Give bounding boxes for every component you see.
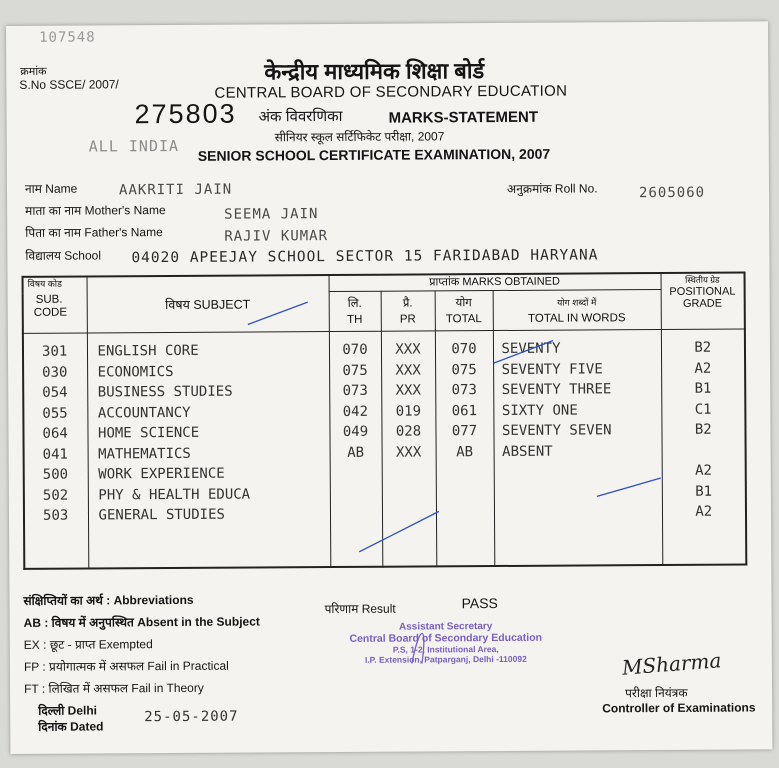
header-marks-obtained: प्राप्तांक MARKS OBTAINED (329, 273, 661, 292)
subject-name: MATHEMATICS (98, 445, 191, 462)
total-in-words: SIXTY ONE (501, 402, 578, 419)
practical-marks: 019 (395, 402, 422, 420)
result-label: परिणाम Result (324, 601, 396, 617)
place-label: दिल्ली Delhi (38, 703, 98, 718)
total-in-words: SEVENTY THREE (501, 381, 612, 398)
pen-stroke-words (494, 341, 553, 363)
header-grade-hindi: स्थितीय ग्रेड (685, 274, 720, 285)
header-code-code: CODE (33, 306, 68, 319)
controller-signature: MSharma (621, 648, 723, 680)
subject-name: PHY & HEALTH EDUCA (98, 486, 251, 503)
certificate-number: 275803 (134, 98, 237, 130)
header-code-hindi: विषय कोड (27, 278, 62, 289)
exam-prefix: ALL INDIA (88, 136, 180, 156)
controller-title-english: Controller of Examinations (602, 700, 756, 716)
header-th-hindi: लि. (347, 297, 362, 310)
total-in-words: SEVENTY (501, 340, 561, 357)
statement-title-english: MARKS-STATEMENT (388, 108, 539, 127)
header-pr-hindi: प्रै. (402, 297, 413, 310)
abbreviation-ex: EX : छूट - प्राप्त Exempted (23, 637, 153, 652)
roll-number: 2605060 (638, 184, 706, 202)
header-grade-grade: GRADE (682, 297, 723, 310)
subject-code: 030 (42, 364, 68, 381)
practical-marks: XXX (395, 443, 422, 461)
subject-name: BUSINESS STUDIES (97, 383, 233, 401)
school-name: 04020 APEEJAY SCHOOL SECTOR 15 FARIDABAD HARYANA (131, 247, 599, 267)
header-pr-label: PR (399, 313, 416, 326)
theory-marks: 049 (342, 423, 369, 440)
header-words-label: TOTAL IN WORDS (527, 311, 626, 325)
subject-code: 503 (42, 507, 69, 524)
statement-title-hindi: अंक विवरणिका (258, 107, 343, 126)
roll-label: अनुक्रमांक Roll No. (506, 181, 598, 196)
header-th-label: TH (347, 313, 363, 326)
subject-name: ENGLISH CORE (97, 342, 199, 360)
positional-grade: B2 (694, 421, 712, 438)
theory-marks: 070 (342, 341, 368, 358)
subject-name: WORK EXPERIENCE (98, 465, 225, 483)
theory-marks: 075 (342, 362, 368, 379)
subject-code: 041 (42, 446, 68, 463)
total-in-words: SEVENTY SEVEN (501, 422, 612, 439)
subject-code: 054 (42, 384, 68, 401)
subject-name: HOME SCIENCE (97, 424, 200, 442)
header-total-label: TOTAL (445, 312, 482, 325)
theory-marks: AB (347, 444, 365, 461)
positional-grade: A2 (694, 360, 712, 377)
serial-number-label: S.No SSCE/ 2007/ (19, 77, 119, 92)
header-total-hindi: योग (455, 296, 472, 309)
father-name: RAJIV KUMAR (224, 228, 329, 245)
stamp-signature-stroke (412, 633, 424, 663)
practical-marks: XXX (395, 341, 421, 358)
pen-stroke-blank (359, 511, 439, 551)
stamp-line-1: Assistant Secretary (398, 621, 493, 633)
subject-name: ECONOMICS (97, 363, 174, 380)
total-marks: 070 (451, 341, 477, 358)
abbreviations-title: संक्षिप्तियों का अर्थ : Abbreviations (23, 592, 194, 608)
abbreviation-fp: FP : प्रयोगात्मक में असफल Fail in Practical (23, 658, 229, 674)
subject-code: 502 (42, 487, 69, 504)
board-title-hindi: केन्द्रीय माध्यमिक शिक्षा बोर्ड (264, 58, 485, 85)
theory-marks: 073 (342, 382, 368, 399)
kramank-label: क्रमांक (20, 65, 47, 78)
total-marks: 061 (451, 402, 478, 419)
abbreviation-ft: FT : लिखित में असफल Fail in Theory (24, 680, 204, 696)
issue-date: 25-05-2007 (144, 708, 239, 726)
practical-marks: XXX (395, 382, 421, 399)
stamp-line-2: Central Board of Secondary Education (349, 631, 543, 645)
subject-code: 064 (42, 425, 68, 442)
practical-marks: 028 (395, 423, 422, 440)
serial-stamp: 107548 (39, 29, 96, 46)
abbreviation-ab: AB : विषय में अनुपस्थित Absent in the Subject (23, 614, 260, 630)
name-label: नाम Name (24, 181, 78, 196)
stamp-line-3: P.S, 1-2, Institutional Area, (392, 644, 499, 655)
mother-label: माता का नाम Mother's Name (25, 203, 166, 218)
total-marks: 073 (451, 382, 477, 399)
pen-stroke-grade (597, 478, 661, 496)
date-label: दिनांक Dated (38, 719, 104, 734)
theory-marks: 042 (342, 403, 369, 420)
mother-name: SEEMA JAIN (224, 206, 319, 223)
header-code-sub: SUB. (35, 293, 63, 306)
total-in-words: SEVENTY FIVE (501, 360, 603, 378)
school-label: विद्यालय School (25, 248, 102, 263)
result-value: PASS (461, 595, 498, 612)
marks-statement-document (6, 21, 772, 754)
total-marks: AB (456, 443, 474, 460)
exam-title-hindi: सीनियर स्कूल सर्टिफिकेट परीक्षा, 2007 (274, 129, 445, 145)
exam-title-english: SENIOR SCHOOL CERTIFICATE EXAMINATION, 2007 (197, 145, 551, 164)
subject-name: ACCOUNTANCY (97, 404, 191, 421)
father-label: पिता का नाम Father's Name (25, 225, 163, 240)
board-title-english: CENTRAL BOARD OF SECONDARY EDUCATION (214, 82, 568, 102)
stamp-line-4: I.P. Extension, Patparganj, Delhi -110092 (364, 653, 527, 665)
header-grade-positional: POSITIONAL (669, 285, 736, 298)
header-words-hindi: योग शब्दों में (557, 296, 597, 308)
pen-marks (6, 21, 772, 754)
controller-title-hindi: परीक्षा नियंत्रक (625, 685, 688, 701)
positional-grade: A2 (695, 503, 713, 520)
positional-grade: C1 (694, 401, 712, 418)
pen-stroke-subject (248, 302, 308, 324)
positional-grade: B1 (694, 380, 712, 397)
positional-grade: B2 (694, 339, 712, 356)
header-subject: विषय SUBJECT (87, 275, 329, 333)
positional-grade: B1 (695, 483, 713, 500)
total-in-words: ABSENT (502, 443, 553, 460)
subject-code: 500 (42, 466, 69, 483)
total-marks: 077 (451, 423, 478, 440)
positional-grade: A2 (695, 462, 712, 479)
subject-name: GENERAL STUDIES (98, 506, 225, 524)
subject-code: 301 (41, 343, 68, 360)
student-name: AAKRITI JAIN (118, 181, 233, 199)
total-marks: 075 (451, 361, 477, 378)
subject-code: 055 (42, 405, 68, 422)
practical-marks: XXX (395, 361, 421, 379)
